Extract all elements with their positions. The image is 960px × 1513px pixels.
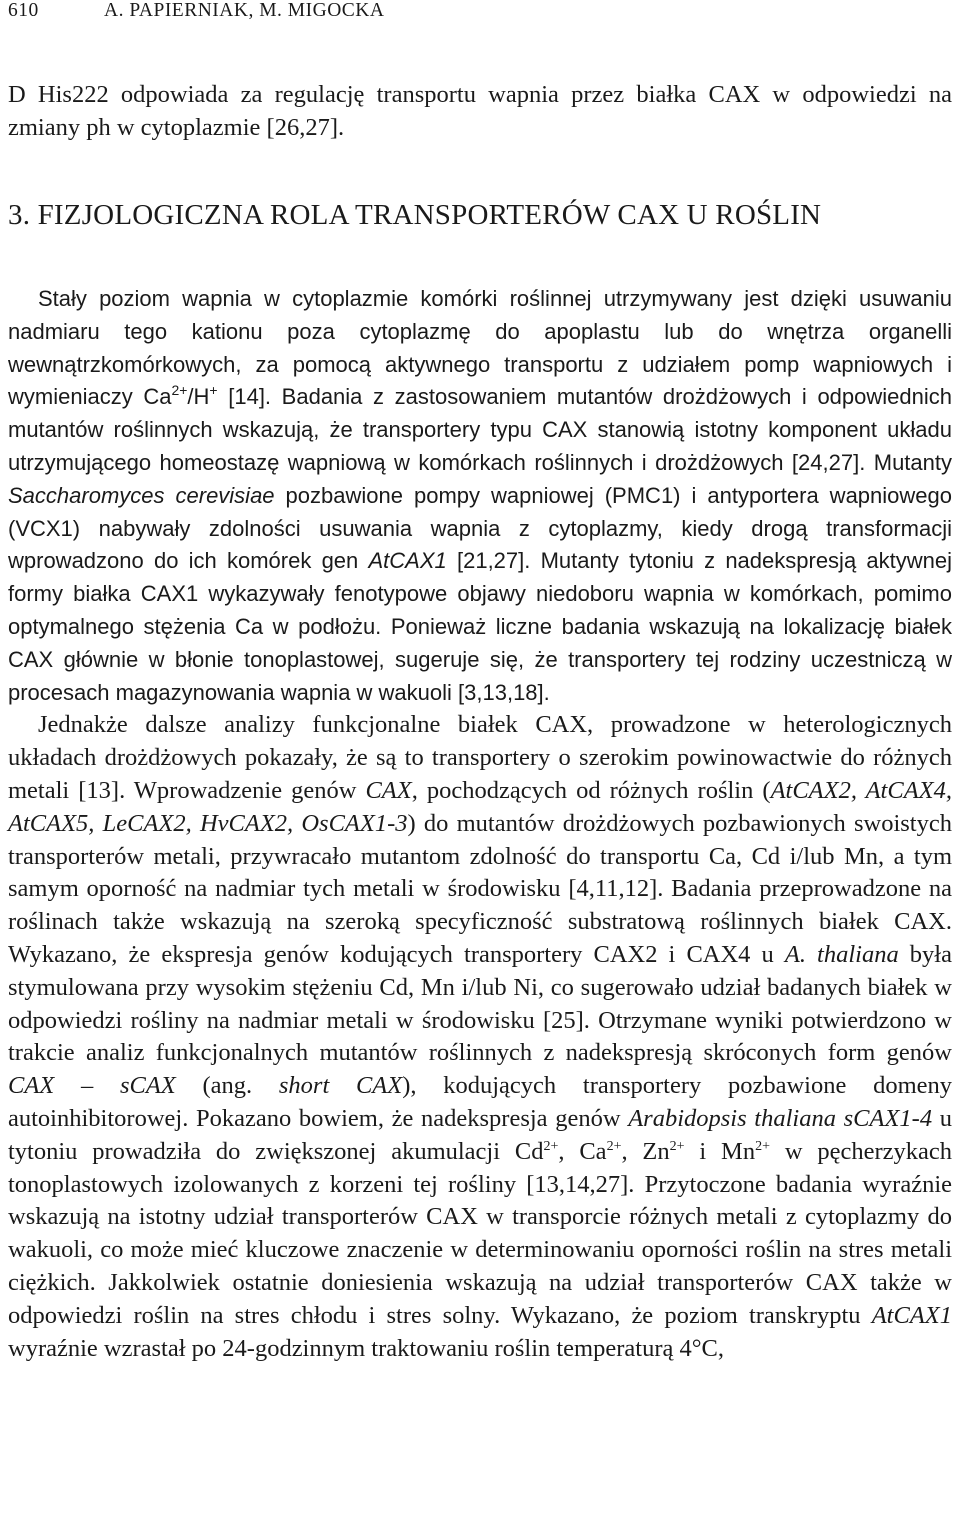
section-heading: 3. FIZJOLOGICZNA ROLA TRANSPORTERÓW CAX U ROŚLIN <box>8 199 822 231</box>
continued-paragraph: D His222 odpowiada za regulację transportu wapnia przez białka CAX w odpowiedzi na zmiany ph w cytoplazmie [26,27]. <box>8 81 952 141</box>
gene-name: AtCAX1 <box>368 548 447 574</box>
p2-text-11: w pęcherzykach tonoplastowych izolowanych z korzeni tej rośliny [13,14,27]. Przytoczone badania wyraźnie wskazują na istotny udział transporterów CAX w transporcie różnych metali z cytoplazmy do wakuoli, co może mieć kluczowe znaczenie w determinowaniu oporności roślin na stres metali ciężkich. Jakkolwiek ostatnie doniesienia wskazują na udział transporterów CAX także w odpowiedzi roślin na stres chłodu i stres solny. Wykazano, że poziom transkryptu <box>8 1137 953 1329</box>
superscript: 2+ <box>543 1138 559 1154</box>
superscript: 2+ <box>755 1138 770 1154</box>
p1-text-3: pozbawione pompy wapniowej (PMC1) i antyportera wapniowego (VCX1) nabywały zdolności usuwania wapnia z cytoplazmy, kiedy drogą transformacji wprowadzono do ich komórek gen <box>8 482 952 574</box>
running-header-authors: A. PAPIERNIAK, M. MIGOCKA <box>104 0 385 21</box>
p2-text-5: (ang. <box>175 1072 279 1100</box>
term-name: short CAX <box>278 1072 403 1100</box>
paragraph-2 <box>8 709 952 1365</box>
section-body <box>8 283 952 1365</box>
p2-text-3: ) do mutantów drożdżowych pozbawionych swoistych transporterów metali, przywracało mutantom zdolność do transportu Ca, Cd i/lub Mn, a tym samym oporność na nadmiar tych metali w środowisku [4,11,12]. Badania przeprowadzone na roślinach także wskazują na szeroką specyficzność substratową roślinnych białek CAX. Wykazano, że ekspresja genów kodujących transportery CAX2 i CAX4 u <box>8 809 952 968</box>
running-header <box>8 0 952 30</box>
gene-name: CAX <box>8 1072 55 1100</box>
p2-text-4: była stymulowana przy wysokim stężeniu Cd, Mn i/lub Ni, co sugerowało udział badanych białek w odpowiedzi rośliny na nadmiar metali w środowisku [25]. Otrzymane wyniki potwierdzono w trakcie analiz funkcjonalnych mutantów roślinnych z nadekspresją skróconych form genów <box>8 940 952 1067</box>
p1-text-2: [14]. Badania z zastosowaniem mutantów drożdżowych i odpowiednich mutantów roślinnych wskazują, że transportery typu CAX stanowią istotny komponent układu utrzymującego homeostazę wapniową w komórkach roślinnych i drożdżowych [24,27]. Mutanty <box>8 384 952 475</box>
p2-dash: – <box>54 1072 120 1100</box>
superscript: + <box>209 382 218 399</box>
paragraph-1 <box>8 283 952 709</box>
gene-name: sCAX <box>119 1072 176 1100</box>
superscript: 2+ <box>171 382 188 399</box>
species-name: Saccharomyces cerevisiae <box>8 482 275 508</box>
species-gene-name: Arabidopsis thaliana sCAX1-4 <box>628 1104 933 1132</box>
gene-name: CAX <box>365 776 412 804</box>
superscript: 2+ <box>669 1138 685 1154</box>
p2-text-1: Jednakże dalsze analizy funkcjonalne białek CAX, prowadzone w heterologicznych układach drożdżowych pokazały, że są to transportery o szerokim powinowactwie do różnych metali [13]. Wprowadzenie genów <box>8 711 952 804</box>
p2-text-9: , Zn <box>621 1137 670 1165</box>
p1-text-4: [21,27]. Mutanty tytoniu z nadekspresją aktywnej formy białka CAX1 wykazywały fenotypowe objawy niedoboru wapnia w komórkach, pomimo optymalnego stężenia Ca w podłożu. Ponieważ liczne badania wskazują na lokalizację białek CAX głównie w błonie tonoplastowej, sugeruje się, że transportery tej rodziny uczestniczą w procesach magazynowania wapnia w wakuoli [3,13,18]. <box>8 548 952 705</box>
gene-list: AtCAX2, AtCAX4, AtCAX5, LeCAX2, HvCAX2, OsCAX1-3 <box>8 776 952 837</box>
p2-text-7: u tytoniu prowadziła do zwiększonej akumulacji Cd <box>8 1104 953 1165</box>
p1-text-slash-h: /H <box>187 384 210 410</box>
p2-text-12: wyraźnie wzrastał po 24-godzinnym traktowaniu roślin temperaturą 4°C, <box>8 1334 725 1362</box>
p1-text-1: Stały poziom wapnia w cytoplazmie komórki roślinnej utrzymywany jest dzięki usuwaniu nadmiaru tego kationu poza cytoplazmę do apoplastu lub do wnętrza organelli wewnątrzkomórkowych, za pomocą aktywnego transportu z udziałem pomp wapniowych i wymieniaczy Ca <box>8 286 952 410</box>
gene-name: AtCAX1 <box>871 1301 952 1329</box>
species-name: A. thaliana <box>784 940 899 968</box>
p2-text-8: , Ca <box>558 1137 607 1165</box>
page-number: 610 <box>8 0 39 21</box>
p2-text-10: i Mn <box>684 1137 756 1165</box>
p2-text-2: , pochodzących od różnych roślin ( <box>411 776 771 804</box>
p2-text-6: ), kodujących transportery pozbawione domeny autoinhibitorowej. Pokazano bowiem, że nadekspresja genów <box>8 1072 953 1132</box>
superscript: 2+ <box>606 1138 622 1154</box>
